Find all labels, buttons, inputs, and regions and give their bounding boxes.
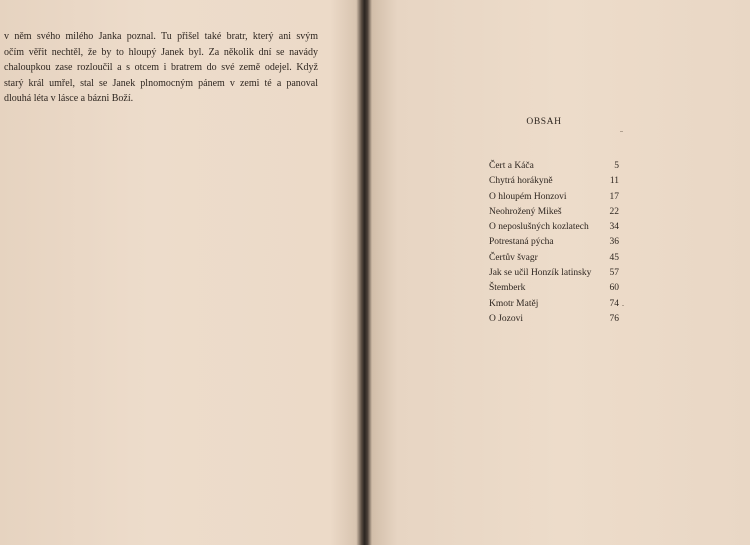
toc-entry bbox=[489, 312, 619, 327]
paper-speck bbox=[620, 131, 623, 132]
toc-entry bbox=[489, 159, 619, 174]
toc-entry-page: 36 bbox=[609, 237, 619, 248]
toc-entry-title: O Jozovi bbox=[489, 313, 524, 324]
toc-entry-page: 76 bbox=[609, 313, 619, 324]
text-line: dlouhá léta v lásce a bázni Boží. bbox=[4, 93, 134, 105]
toc-heading: OBSAH bbox=[526, 117, 562, 127]
toc-entry-page: 60 bbox=[609, 283, 619, 294]
toc-entry bbox=[489, 190, 619, 205]
text-line: očím věřit nechtěl, že by to hloupý Janek byl. Za několik dní se navády bbox=[4, 46, 318, 58]
toc-entry-page: 45 bbox=[609, 252, 619, 263]
text-line: chaloupkou zase rozloučil a s otcem i bratrem do své země odejel. Když bbox=[4, 62, 318, 74]
toc-entry-page: 11 bbox=[609, 176, 619, 187]
toc-entry-title: Neohrožený Mikeš bbox=[489, 206, 562, 217]
toc-entry-title: O neposlušných kozlatech bbox=[489, 222, 589, 233]
toc-entry bbox=[489, 174, 619, 189]
paper-speck bbox=[622, 305, 624, 306]
toc-entry-title: Štemberk bbox=[489, 283, 526, 294]
left-page bbox=[0, 0, 360, 545]
toc-entry-title: Kmotr Matěj bbox=[489, 298, 539, 309]
toc-entry-title: Potrestaná pýcha bbox=[489, 237, 554, 248]
toc-entry-page: 34 bbox=[609, 222, 619, 233]
toc-entry-page: 22 bbox=[609, 206, 619, 217]
toc-entry bbox=[489, 220, 619, 235]
toc-entry-page: 5 bbox=[614, 161, 619, 171]
toc-entry-page: 74 bbox=[609, 298, 619, 309]
toc-entry-title: Čertův švagr bbox=[489, 252, 538, 263]
toc-entry bbox=[489, 251, 619, 266]
toc-entry bbox=[489, 297, 619, 312]
toc-entry-title: Čert a Káča bbox=[489, 161, 534, 171]
toc-entry-title: Jak se učil Honzík latinsky bbox=[489, 268, 592, 279]
text-line: v něm svého milého Janka poznal. Tu přišel také bratr, který ani svým bbox=[4, 31, 318, 42]
text-line: starý král umřel, stal se Janek plnomocným pánem v zemi té a panoval bbox=[4, 77, 318, 89]
toc-entry-page: 57 bbox=[609, 268, 619, 279]
toc-entry bbox=[489, 281, 619, 296]
story-ending-paragraph bbox=[4, 29, 318, 107]
toc-entry bbox=[489, 235, 619, 250]
toc-entry-title: O hloupém Honzovi bbox=[489, 191, 567, 202]
toc-entry-page: 17 bbox=[609, 191, 619, 202]
right-page bbox=[370, 0, 750, 545]
table-of-contents bbox=[489, 159, 619, 327]
toc-entry bbox=[489, 266, 619, 281]
toc-entry-title: Chytrá horákyně bbox=[489, 176, 553, 187]
toc-entry bbox=[489, 205, 619, 220]
